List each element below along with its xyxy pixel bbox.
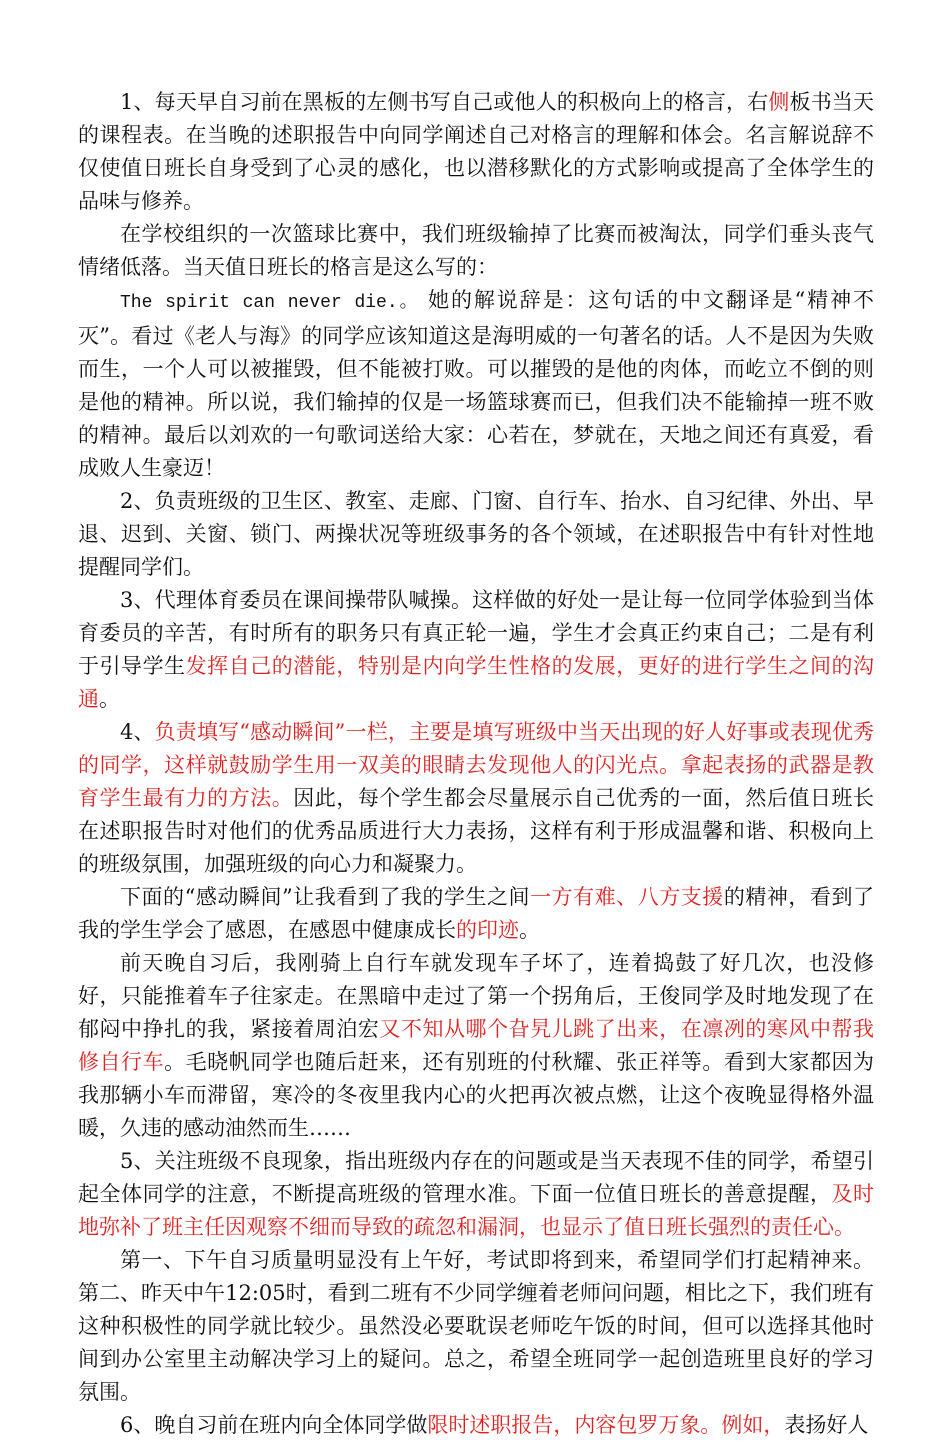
highlighted-text: 的印迹 [456, 918, 519, 942]
paragraph [78, 881, 874, 947]
text-run: 6、晚自习前在班内向全体同学做 [120, 1413, 428, 1437]
highlighted-text: 及时地弥补了班主任因观察不细而导致的疏忽和漏洞，也显示了值日班长强烈的责任心。 [78, 1182, 874, 1239]
document-body [78, 86, 874, 1442]
highlighted-text: 又不知从哪个旮旯儿跳了出来，在凛冽的寒风中帮我修自行车 [78, 1017, 874, 1074]
highlighted-text: 侧 [768, 90, 790, 114]
highlighted-text: 限时述职报告，内容包罗万象。例如， [427, 1413, 785, 1437]
text-run: 3、代理体育委员在课间操带队喊操。这样做的好处一是让每一位同学体验到当体育委员的辛苦，有时所有的职务只有真正轮一遍，学生才会真正约束自己；二是有利于引导学生 [78, 588, 874, 678]
text-run: 前天晚自习后，我刚骑上自行车就发现车子坏了，连着捣鼓了好几次，也没修好，只能推着车子往家走。在黑暗中走过了第一个拐角后，王俊同学及时地发现了在郁闷中挣扎的我，紧接着周泊宏 [78, 951, 874, 1041]
highlighted-text: 一方有难、八方支援 [530, 885, 724, 909]
paragraph [78, 284, 874, 485]
text-run: 2、负责班级的卫生区、教室、走廊、门窗、自行车、抬水、自习纪律、外出、早退、迟到、关窗、锁门、两操状况等班级事务的各个领域，在述职报告中有针对性地提醒同学们。 [78, 489, 874, 579]
paragraph [78, 1244, 874, 1409]
paragraph [78, 1145, 874, 1244]
highlighted-text: 负责填写“感动瞬间”一栏，主要是填写班级中当天出现的好人好事或表现优秀的同学，这样就鼓励学生用一双美的眼睛去发现他人的闪光点。拿起表扬的武器是教育学生最有力的方法。 [78, 720, 874, 810]
paragraph [78, 218, 874, 284]
text-run: 。 [519, 918, 540, 942]
paragraph [78, 584, 874, 716]
text-run: 下面的“感动瞬间”让我看到了我的学生之间 [120, 885, 531, 909]
text-run: 5、关注班级不良现象，指出班级内存在的问题或是当天表现不佳的同学，希望引起全体同学的注意，不断提高班级的管理水准。下面一位值日班长的善意提醒， [78, 1149, 874, 1206]
text-run: 的精神，看到了我的学生学会了感恩，在感恩中健康成长 [78, 885, 875, 942]
text-run: 第一、下午自习质量明显没有上午好，考试即将到来，希望同学们打起精神来。第二、昨天中午12:05时，看到二班有不少同学缠着老师问问题，相比之下，我们班有这种积极性的同学就比较少。虽然没必要耽误老师吃午饭的时间，但可以选择其他时间到办公室里主动解决学习上的疑问。总之，希望全班同学一起创造班里良好的学习氛围。 [78, 1248, 874, 1404]
text-run: 表扬好人 [784, 1413, 869, 1437]
paragraph [78, 1409, 874, 1442]
text-run: 。 [99, 687, 120, 711]
text-run: 4、 [120, 720, 155, 744]
text-run: 因此，每个学生都会尽量展示自己优秀的一面，然后值日班长在述职报告时对他们的优秀品质进行大力表扬，这样有利于形成温馨和谐、积极向上的班级氛围，加强班级的向心力和凝聚力。 [78, 786, 875, 876]
paragraph [78, 485, 874, 584]
text-run: 1、每天早自习前在黑板的左侧书写自己或他人的积极向上的格言，右 [120, 90, 769, 114]
text-run: 她的解说辞是：这句话的中文翻译是“精神不灭”。看过《老人与海》的同学应该知道这是海明威的一句著名的话。人不是因为失败而生，一个人可以被摧毁，但不能被打败。可以摧毁的是他的肉体，而屹立不倒的则是他的精神。所以说，我们输掉的仅是一场篮球赛而已，但我们决不能输掉一班不败的精神。最后以刘欢的一句歌词送给大家：心若在，梦就在，天地之间还有真爱，看成败人生豪迈！ [78, 288, 874, 480]
paragraph [78, 947, 874, 1145]
text-run: 在学校组织的一次篮球比赛中，我们班级输掉了比赛而被淘汰，同学们垂头丧气情绪低落。当天值日班长的格言是这么写的： [78, 222, 874, 279]
text-run: 板书当天的课程表。在当晚的述职报告中向同学阐述自己对格言的理解和体会。名言解说辞不仅使值日班长自身受到了心灵的感化，也以潜移默化的方式影响或提高了全体学生的品味与修养。 [78, 90, 875, 213]
paragraph [78, 716, 874, 881]
highlighted-text: 发挥自己的潜能，特别是内向学生性格的发展，更好的进行学生之间的沟通 [78, 654, 874, 711]
text-run: The spirit can never die.。 [120, 293, 420, 313]
paragraph [78, 86, 874, 218]
text-run: 。毛晓帆同学也随后赶来，还有别班的付秋耀、张正祥等。看到大家都因为我那辆小车而滞留，寒冷的冬夜里我内心的火把再次被点燃，让这个夜晚显得格外温暖，久违的感动油然而生…… [78, 1050, 875, 1140]
